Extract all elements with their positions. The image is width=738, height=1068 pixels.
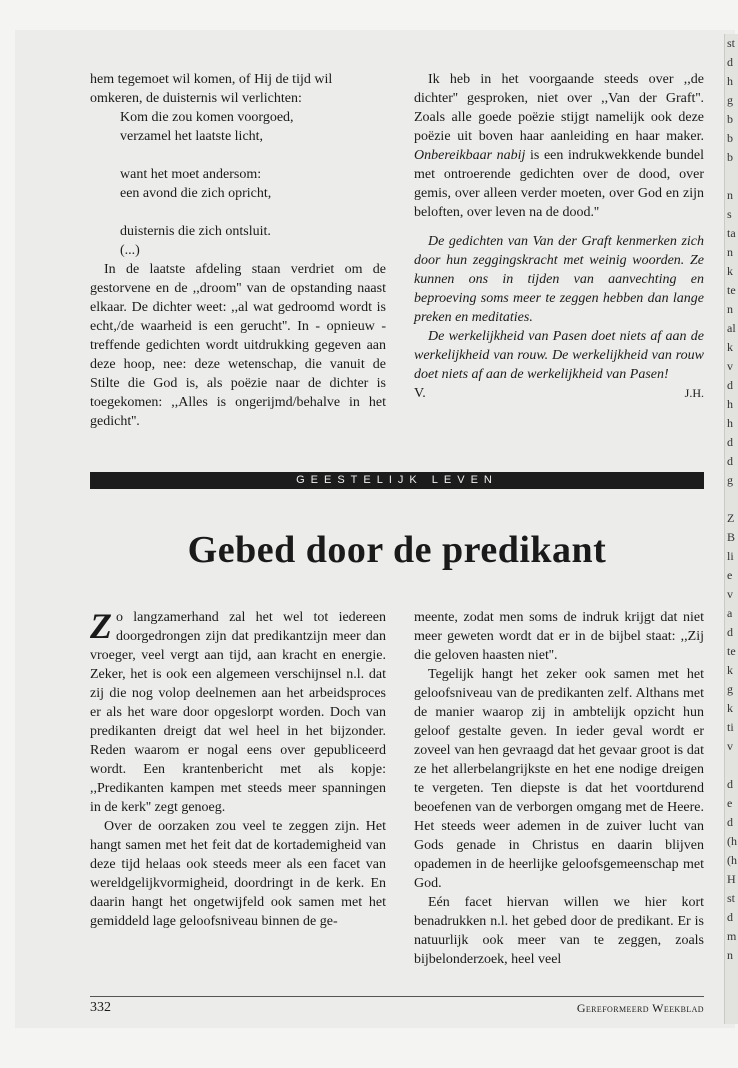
edge-fragment: g	[727, 473, 733, 487]
edge-fragment: h	[727, 416, 733, 430]
edge-fragment: n	[727, 948, 733, 962]
edge-fragment: v	[727, 739, 733, 753]
article-headline: Gebed door de predikant	[187, 529, 607, 571]
italic-easter-paragraph: De werkelijkheid van Pasen doet niets af aan de werkelijkheid van rouw. De werkelijkheid van rouw doet niets af aan de werkelijkheid van Pasen!	[414, 329, 704, 382]
edge-fragment: g	[727, 682, 733, 696]
prayer-paragraph: Eén facet hiervan willen we hier kort benadrukken n.l. het gebed door de predikant. Er is natuurlijk ook meer van te zeggen, zoals bijbelonderzoek, heel veel	[414, 895, 704, 967]
edge-fragment: v	[727, 359, 733, 373]
edge-fragment: d	[727, 454, 733, 468]
article-right-column	[414, 608, 704, 969]
poem-quote: Kom die zou komen voorgoed, verzamel het laatste licht, want het moet andersom: een avond die zich opricht, duisternis die zich ontsluit. (...)	[120, 110, 294, 258]
edge-fragment: b	[727, 131, 733, 145]
author-initials: J.H.	[684, 386, 704, 400]
article-opening-paragraph: Zo langzamerhand zal het wel tot iedereen doorgedrongen zijn dat predikantzijn meer dan vroeger, veel vergt aan tijd, aan kracht en energie. Zeker, het is ook een algemeen verschijnsel n.l. dat zij die nog volop deelnemen aan het arbeidsproces er als het ware door opgeslorpt worden. Doch van predikanten dreigt dat wel heel in het bijzonder. Reden waarom er nogal eens over gepubliceerd wordt. Een krantenbericht met als kopje: ,,Predikanten kampen met steeds meer spanningen in de kerk'' zegt genoeg.	[90, 606, 386, 815]
edge-fragment: n	[727, 245, 733, 259]
edge-fragment: te	[727, 644, 736, 658]
edge-fragment: d	[727, 435, 733, 449]
edge-fragment: e	[727, 568, 733, 582]
edge-fragment: k	[727, 264, 733, 278]
edge-fragment: k	[727, 340, 733, 354]
edge-fragment: n	[727, 302, 733, 316]
drop-cap: Z	[90, 606, 112, 646]
edge-fragment	[725, 490, 738, 509]
journal-name: Gereformeerd Weekblad	[576, 1001, 704, 1015]
edge-fragment: d	[727, 625, 733, 639]
edge-fragment: b	[727, 112, 733, 126]
book-title: Onbereikbaar nabij	[414, 148, 526, 163]
footer-rule	[90, 996, 704, 997]
edge-fragment: (h	[727, 853, 737, 867]
edge-fragment: e	[727, 796, 733, 810]
edge-fragment: ta	[727, 226, 736, 240]
edge-fragment: h	[727, 74, 733, 88]
article-left-column	[90, 608, 386, 931]
edge-fragment: h	[727, 397, 733, 411]
section-banner: GEESTELIJK LEVEN	[90, 472, 704, 489]
faith-level-paragraph: Tegelijk hangt het zeker ook samen met het geloofsniveau van de predikanten zelf. Althans met de manier waarop zij in ambtelijk opzicht hun geloof gestalte geven. In ieder geval wordt er zoveel van hen gevraagd dat het gevaar groot is dat ze het allerbelangrijkste en het ene nodige dreigen te vergeten. Ten diepste is dat het voortdurend beoefenen van de verborgen omgang met de Heere. Het steeds weer ademen in de zuiver lucht van Gods genade in Christus en daarin blijven opademen in de heerlijke geloofsgemeenschap met God.	[414, 667, 704, 891]
edge-fragment: Z	[727, 511, 735, 525]
edge-fragment: B	[727, 530, 736, 544]
next-page-edge	[724, 34, 738, 1024]
edge-fragment: m	[727, 929, 737, 943]
last-section-paragraph: In de laatste afdeling staan verdriet om de gestorvene en de ,,droom'' van de opstanding naast elkaar. De dichter weet: ,,al wat gedroomd wordt is echt,/de waarheid is een gerucht''. In - opnieuw - treffende gedichten wordt uitdrukking gegeven aan deze hoop, nee: deze wetenschap, die vanuit de Stilte die God is, als poëzie naar de dichter is toegekomen: ,,Alles is ongerijmd/behalve in het gedicht''.	[90, 262, 386, 429]
edge-fragment: st	[727, 891, 736, 905]
edge-fragment: li	[727, 549, 734, 563]
edge-fragment: v	[727, 587, 733, 601]
signature-line	[414, 384, 704, 403]
edge-fragment: ti	[727, 720, 734, 734]
continuation-paragraph: meente, zodat men soms de indruk krijgt dat niet meer geweten wordt dat er in de bijbel staat: ,,Zij die geloven haasten niet''.	[414, 610, 704, 663]
intro-text: hem tegemoet wil komen, of Hij de tijd wil omkeren, de duisternis wil verlichten:	[90, 72, 333, 106]
edge-fragment: al	[727, 321, 736, 335]
edge-fragment: st	[727, 36, 736, 50]
edge-fragment: (h	[727, 834, 737, 848]
page-number: 332	[90, 1000, 111, 1015]
italic-summary-paragraph: De gedichten van Van der Graft kenmerken zich door hun zeggingskracht met weinig woorden. Ze kunnen ons in tijden van aanvechting en beproeving soms meer te zeggen hebben dan lange preken en meditaties.	[414, 234, 704, 325]
edge-fragment: k	[727, 663, 733, 677]
top-left-column	[90, 70, 386, 431]
edge-fragment: H	[727, 872, 736, 886]
edge-fragment: n	[727, 188, 733, 202]
edge-fragment	[725, 167, 738, 186]
edge-fragment: d	[727, 777, 733, 791]
edge-fragment: d	[727, 815, 733, 829]
signature-initial: V.	[414, 386, 426, 401]
edge-fragment: k	[727, 701, 733, 715]
edge-fragment: d	[727, 55, 733, 69]
edge-fragment: te	[727, 283, 736, 297]
edge-fragment: s	[727, 207, 732, 221]
edge-fragment: d	[727, 910, 733, 924]
edge-fragment: g	[727, 93, 733, 107]
top-right-column	[414, 70, 704, 403]
edge-fragment: d	[727, 378, 733, 392]
edge-fragment: a	[727, 606, 733, 620]
edge-fragment	[725, 756, 738, 775]
causes-paragraph: Over de oorzaken zou veel te zeggen zijn. Het hangt samen met het feit dat de kortademigheid van deze tijd helaas ook steeds meer als een facet van wereldgelijkvormigheid, doordringt in de kerk. En daarin hangt het ongetwijfeld ook samen met het gemiddeld lage geloofsniveau binnen de ge-	[90, 819, 386, 929]
edge-fragment: b	[727, 150, 733, 164]
poet-paragraph: Ik heb in het voorgaande steeds over ,,de dichter'' gesproken, niet over ,,Van der Graft''. Zoals alle goede poëzie stijgt namelijk ook deze poëzie uit boven haar aanleiding en haar maker. Onbereikbaar nabij is een indrukwekkende bundel met ontroerende gedichten over de dood, over gemis, over alleen verder moeten, over God en zijn beloften, over leven na de dood.''	[414, 72, 704, 220]
